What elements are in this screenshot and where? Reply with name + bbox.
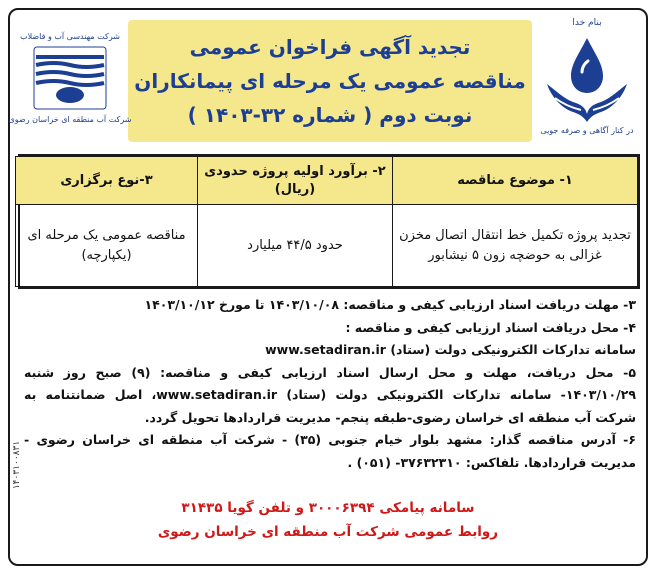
logo-left-line-1: شرکت مهندسی آب و فاضلاب [20, 32, 120, 41]
logo-right-bottom-text: در کنار آگاهی و صرفه جویی [540, 126, 634, 135]
item-5-submission: ۵- محل دریافت، مهلت و محل ارسال اسناد ارزیابی کیفی و مناقصه: (۹) صبح روز شنبه ۱۴۰۳/۱۰/۲۹- سامانه تدارکات الکترونیکی دولت (ستاد) www.setadiran.ir، اصل ضمانتنامه به شرکت آب منطقه ای خراسان رضوی-طبقه پنجم- مدیریت قراردادها تحویل گردد. [24, 364, 636, 425]
body-text [24, 294, 636, 474]
water-drop-hands-icon [541, 32, 633, 124]
table-cell-type: مناقصه عمومی یک مرحله ای (یکپارچه) [16, 205, 198, 287]
title-line-2: مناقصه عمومی یک مرحله ای پیمانکاران [134, 69, 526, 93]
header [10, 10, 646, 153]
table-header-type: ۳-نوع برگزاری [16, 157, 198, 205]
company-logo-left [8, 32, 132, 147]
title-line-1: تجدید آگهی فراخوان عمومی [189, 35, 471, 59]
logo-left-line-2: شرکت آب منطقه ای خراسان رضوی [8, 115, 132, 124]
table-header-row [16, 157, 638, 205]
side-code-text: ۱۴۰۳۱۰۰۸۳۱ [12, 440, 22, 490]
table-cell-estimate: حدود ۴۴/۵ میلیارد [198, 205, 393, 287]
title-line-3: نوبت دوم ( شماره ۳۲-۱۴۰۳ ) [187, 103, 473, 127]
table-row [16, 205, 638, 287]
footer-sms-line: سامانه پیامکی ۳۰۰۰۶۳۹۴ و تلفن گویا ۳۱۴۳۵ [181, 500, 475, 516]
title-box [128, 20, 532, 142]
table-header-estimate: ۲- برآورد اولیه پروژه حدودی (ریال) [198, 157, 393, 205]
item-4-location: ۴- محل دریافت اسناد ارزیابی کیفی و مناقصه : [345, 319, 636, 335]
advertisement-frame [8, 8, 648, 566]
table-header-subject: ۱- موضوع مناقصه [393, 157, 638, 205]
water-waves-icon [24, 45, 116, 111]
tender-table [18, 154, 640, 289]
item-3-deadline: ۳- مهلت دریافت اسناد ارزیابی کیفی و مناقصه: ۱۴۰۳/۱۰/۰۸ تا مورخ ۱۴۰۳/۱۰/۱۲ [144, 297, 636, 312]
logo-right-top-text: بنام خدا [572, 18, 602, 28]
side-code [10, 380, 24, 550]
item-4-website: سامانه تدارکات الکترونیکی دولت (ستاد) www.setadiran.ir [265, 342, 636, 357]
item-6-address: ۶- آدرس مناقصه گذار: مشهد بلوار خیام جنوبی (۳۵) - شرکت آب منطقه ای خراسان رضوی - مدیریت قراردادها. تلفاکس: ۳۷۶۳۲۳۱۰- (۰۵۱) . [24, 432, 637, 470]
table-cell-subject: تجدید پروژه تکمیل خط انتقال اتصال مخزن غزالی به حوضچه زون ۵ نیشابور [393, 205, 638, 287]
footer-public-relations: روابط عمومی شرکت آب منطقه ای خراسان رضوی [157, 524, 499, 540]
company-logo-right [536, 18, 638, 148]
footer [10, 496, 646, 544]
